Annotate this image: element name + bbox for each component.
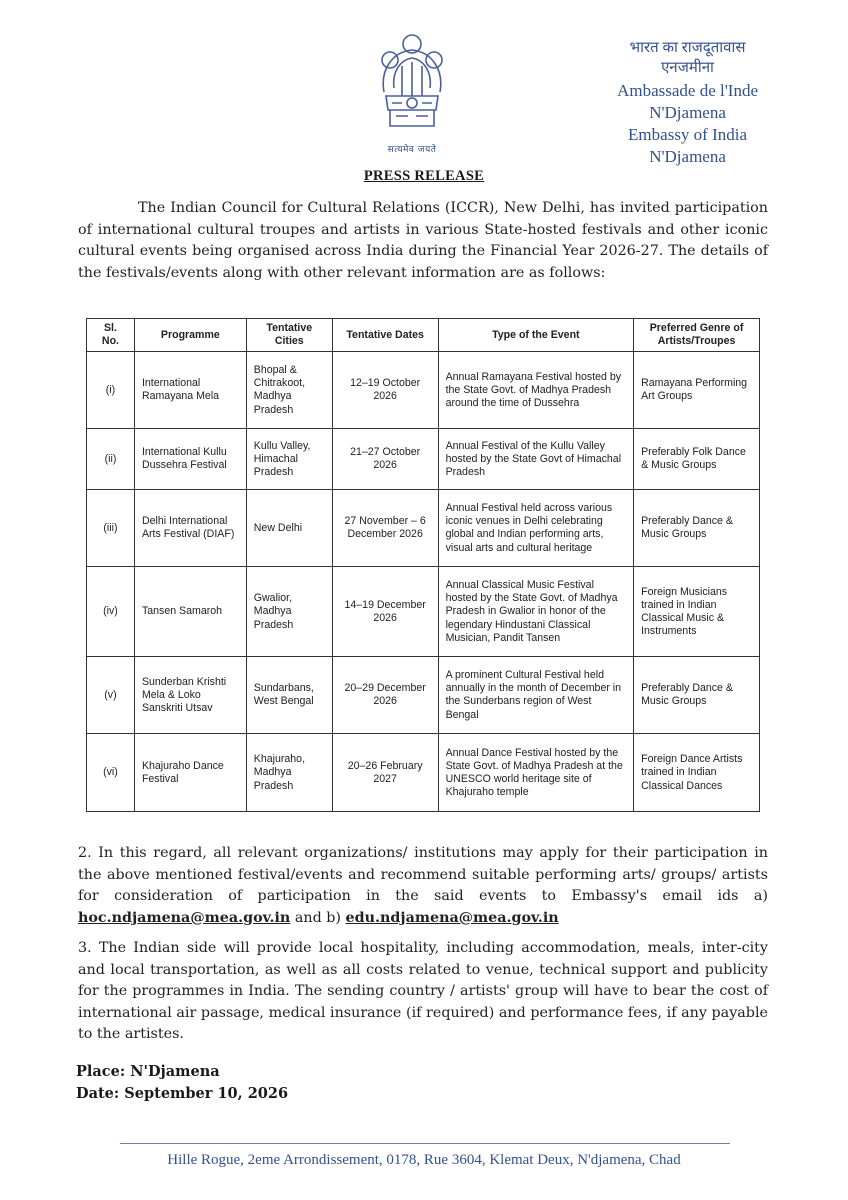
cell-dates: 14–19 December 2026 xyxy=(332,567,438,657)
document-title: PRESS RELEASE xyxy=(363,168,485,184)
email-link-hoc[interactable]: hoc.ndjamena@mea.gov.in xyxy=(78,909,291,926)
cell-programme: Tansen Samaroh xyxy=(134,567,246,657)
cell-city: Sundarbans, West Bengal xyxy=(246,657,332,734)
cell-sl-no: (i) xyxy=(87,352,135,429)
date-line: Date: September 10, 2026 xyxy=(76,1085,289,1102)
letterhead-french-line2: N'Djamena xyxy=(649,103,726,122)
cell-sl-no: (iv) xyxy=(87,567,135,657)
table-header-row xyxy=(87,319,760,352)
letterhead-french-line1: Ambassade de l'Inde xyxy=(617,81,758,100)
place-line: Place: N'Djamena xyxy=(76,1063,220,1080)
cell-event-type: A prominent Cultural Festival held annually in the month of December in the Sunderbans region of West Bengal xyxy=(438,657,634,734)
table-row xyxy=(87,567,760,657)
table-row xyxy=(87,429,760,490)
footer-divider xyxy=(120,1143,730,1144)
cell-sl-no: (vi) xyxy=(87,734,135,812)
cell-programme: Delhi International Arts Festival (DIAF) xyxy=(134,490,246,567)
paragraph-2-text: 2. In this regard, all relevant organizations/ institutions may apply for their participation in the above mentioned festival/events and recommend suitable performing arts/ groups/ artists for consideration of participation in the said events to Embassy's email ids a) xyxy=(78,845,768,904)
cell-city: New Delhi xyxy=(246,490,332,567)
lion-capital-icon xyxy=(366,30,458,140)
embassy-letterhead xyxy=(617,38,758,168)
letterhead-english-line2: N'Djamena xyxy=(649,147,726,166)
cell-genre: Foreign Dance Artists trained in Indian Classical Dances xyxy=(634,734,760,812)
cell-dates: 12–19 October 2026 xyxy=(332,352,438,429)
header-cities: Tentative Cities xyxy=(246,319,332,352)
cell-event-type: Annual Ramayana Festival hosted by the State Govt. of Madhya Pradesh around the time of Dussehra xyxy=(438,352,634,429)
cell-event-type: Annual Dance Festival hosted by the State Govt. of Madhya Pradesh at the UNESCO world heritage site of Khajuraho temple xyxy=(438,734,634,812)
paragraph-2-joiner: and b) xyxy=(290,909,346,926)
cell-event-type: Annual Classical Music Festival hosted by the State Govt. of Madhya Pradesh in Gwalior in honor of the legendary Hindustani Classical Musician, Pandit Tansen xyxy=(438,567,634,657)
events-table xyxy=(86,318,760,812)
table-row xyxy=(87,490,760,567)
header-programme: Programme xyxy=(134,319,246,352)
cell-event-type: Annual Festival held across various iconic venues in Delhi celebrating global and Indian performing arts, visual arts and cultural heritage xyxy=(438,490,634,567)
header-genre: Preferred Genre of Artists/Troupes xyxy=(634,319,760,352)
cell-city: Kullu Valley, Himachal Pradesh xyxy=(246,429,332,490)
cell-dates: 21–27 October 2026 xyxy=(332,429,438,490)
cell-genre: Ramayana Performing Art Groups xyxy=(634,352,760,429)
cell-programme: Sunderban Krishti Mela & Loko Sanskriti Utsav xyxy=(134,657,246,734)
cell-genre: Foreign Musicians trained in Indian Classical Music & Instruments xyxy=(634,567,760,657)
cell-event-type: Annual Festival of the Kullu Valley hosted by the State Govt of Himachal Pradesh xyxy=(438,429,634,490)
header-event-type: Type of the Event xyxy=(438,319,634,352)
email-link-edu[interactable]: edu.ndjamena@mea.gov.in xyxy=(345,909,559,926)
table-row xyxy=(87,352,760,429)
cell-city: Khajuraho, Madhya Pradesh xyxy=(246,734,332,812)
cell-city: Bhopal & Chitrakoot, Madhya Pradesh xyxy=(246,352,332,429)
cell-dates: 20–29 December 2026 xyxy=(332,657,438,734)
table-row xyxy=(87,657,760,734)
cell-genre: Preferably Folk Dance & Music Groups xyxy=(634,429,760,490)
intro-paragraph: The Indian Council for Cultural Relations (ICCR), New Delhi, has invited participation of international cultural troupes and artists in various State-hosted festivals and other iconic cultural events being organised across India during the Financial Year 2026-27. The details of the festivals/events along with other relevant information are as follows: xyxy=(78,200,768,281)
cell-sl-no: (ii) xyxy=(87,429,135,490)
emblem-motto: सत्यमेव जयते xyxy=(387,145,437,155)
cell-dates: 27 November – 6 December 2026 xyxy=(332,490,438,567)
letterhead-hindi-line2: एनजमीना xyxy=(661,60,714,76)
cell-programme: Khajuraho Dance Festival xyxy=(134,734,246,812)
header-sl-no: Sl. No. xyxy=(87,319,135,352)
footer-address: Hille Rogue, 2eme Arrondissement, 0178, Rue 3604, Klemat Deux, N'djamena, Chad xyxy=(167,1152,681,1168)
cell-city: Gwalior, Madhya Pradesh xyxy=(246,567,332,657)
paragraph-3: 3. The Indian side will provide local hospitality, including accommodation, meals, inter-city and local transportation, as well as all costs related to venue, technical support and publicity for the programmes in India. The sending country / artists' group will have to bear the cost of international air passage, medical insurance (if required) and performance fees, if any payable to the artistes. xyxy=(78,940,768,1042)
national-emblem xyxy=(366,30,458,165)
letterhead-hindi-line1: भारत का राजदूतावास xyxy=(629,40,746,56)
cell-sl-no: (v) xyxy=(87,657,135,734)
cell-sl-no: (iii) xyxy=(87,490,135,567)
cell-genre: Preferably Dance & Music Groups xyxy=(634,490,760,567)
cell-programme: International Kullu Dussehra Festival xyxy=(134,429,246,490)
table-row xyxy=(87,734,760,812)
cell-dates: 20–26 February 2027 xyxy=(332,734,438,812)
cell-genre: Preferably Dance & Music Groups xyxy=(634,657,760,734)
header-dates: Tentative Dates xyxy=(332,319,438,352)
letterhead-english-line1: Embassy of India xyxy=(628,125,748,144)
paragraph-2 xyxy=(78,843,768,929)
cell-programme: International Ramayana Mela xyxy=(134,352,246,429)
